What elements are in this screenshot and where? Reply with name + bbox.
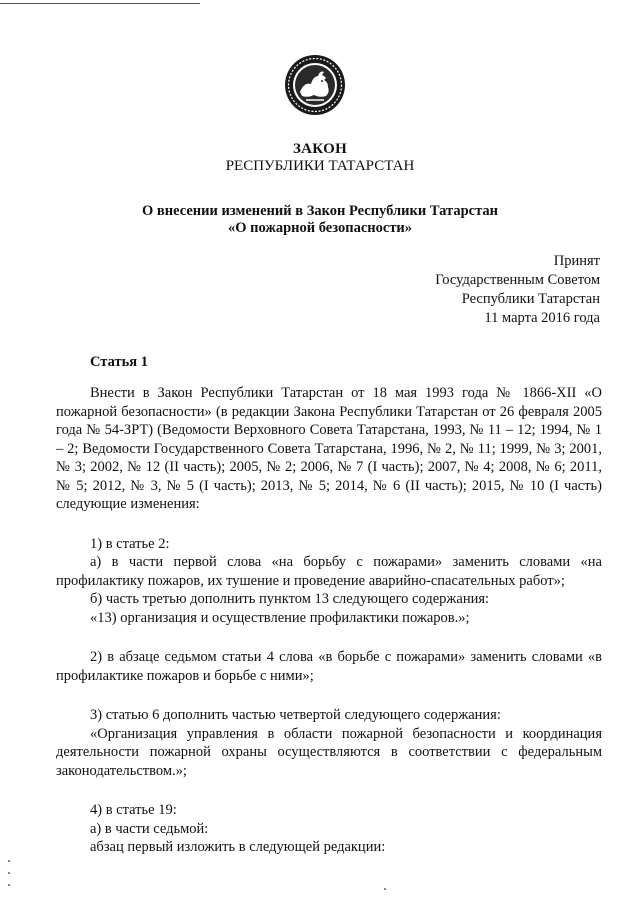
law-subject-line-2: «О пожарной безопасности» [227, 220, 413, 236]
item-3-title: 3) статью 6 дополнить частью четвертой следующего содержания: [90, 707, 501, 723]
item-3-quote: «Организация управления в области пожарной безопасности и координация деятельности пожарной охраны осуществляются в соответствии с федеральным законодательством.»; [56, 725, 602, 779]
emblem-icon [284, 54, 346, 116]
article-intro: Внести в Закон Республики Татарстан от 18 мая 1993 года № 1866-XII «О пожарной безопасности» (в редакции Закона Республики Татарстан от 26 февраля 2005 года № 54-ЗРТ) (Ведомости Верховного Совета Татарстана, 1993, № 11 – 12; 1994, № 1 – 2; Ведомости Государственного Совета Татарстана, 1996, № 2, № 11; 1999, № 3; 2001, № 3; 2002, № 12 (II часть); 2005, № 2; 2006, № 7 (I часть); 2007, № 4; 2008, № 6; 2011, № 5; 2012, № 3, № 5 (I часть); 2013, № 5; 2014, № 6 (II часть); 2015, № 10 (I часть) следующие изменения: [56, 385, 602, 512]
adoption-line-3: Республики Татарстан [461, 291, 600, 307]
adoption-date: 11 марта 2016 года [484, 310, 600, 326]
adoption-line-2: Государственным Советом [435, 272, 600, 288]
scan-artifact [8, 872, 10, 874]
scan-artifact [8, 860, 10, 862]
item-4-title: 4) в статье 19: [90, 802, 177, 818]
item-1-a: а) в части первой слова «на борьбу с пожарами» заменить словами «на профилактику пожаров, их тушение и проведение аварийно-спасательных работ»; [56, 554, 602, 589]
adoption-line-1: Принят [553, 253, 600, 269]
item-4-a-1: абзац первый изложить в следующей редакции: [90, 839, 386, 855]
item-1-quote: «13) организация и осуществление профилактики пожаров.»; [90, 609, 470, 626]
adoption-block [435, 252, 600, 328]
article-body [56, 384, 602, 857]
item-1-b: б) часть третью дополнить пунктом 13 следующего содержания: [90, 591, 490, 607]
law-title: ЗАКОН [292, 141, 348, 157]
item-4-a: а) в части седьмой: [90, 820, 209, 837]
scan-artifact [8, 884, 10, 886]
law-republic: РЕСПУБЛИКИ ТАТАРСТАН [225, 158, 415, 174]
law-subject-line-1: О внесении изменений в Закон Республики Татарстан [142, 203, 498, 219]
scan-artifact [384, 888, 386, 890]
tatarstan-coat-of-arms-emblem [284, 54, 346, 116]
article-heading: Статья 1 [90, 354, 148, 370]
item-2: 2) в абзаце седьмом статьи 4 слова «в борьбе с пожарами» заменить словами «в профилактике пожаров и борьбе с ними»; [56, 649, 602, 684]
law-subject [0, 203, 640, 237]
scan-top-rule [0, 3, 200, 4]
item-1-title: 1) в статье 2: [90, 535, 170, 552]
